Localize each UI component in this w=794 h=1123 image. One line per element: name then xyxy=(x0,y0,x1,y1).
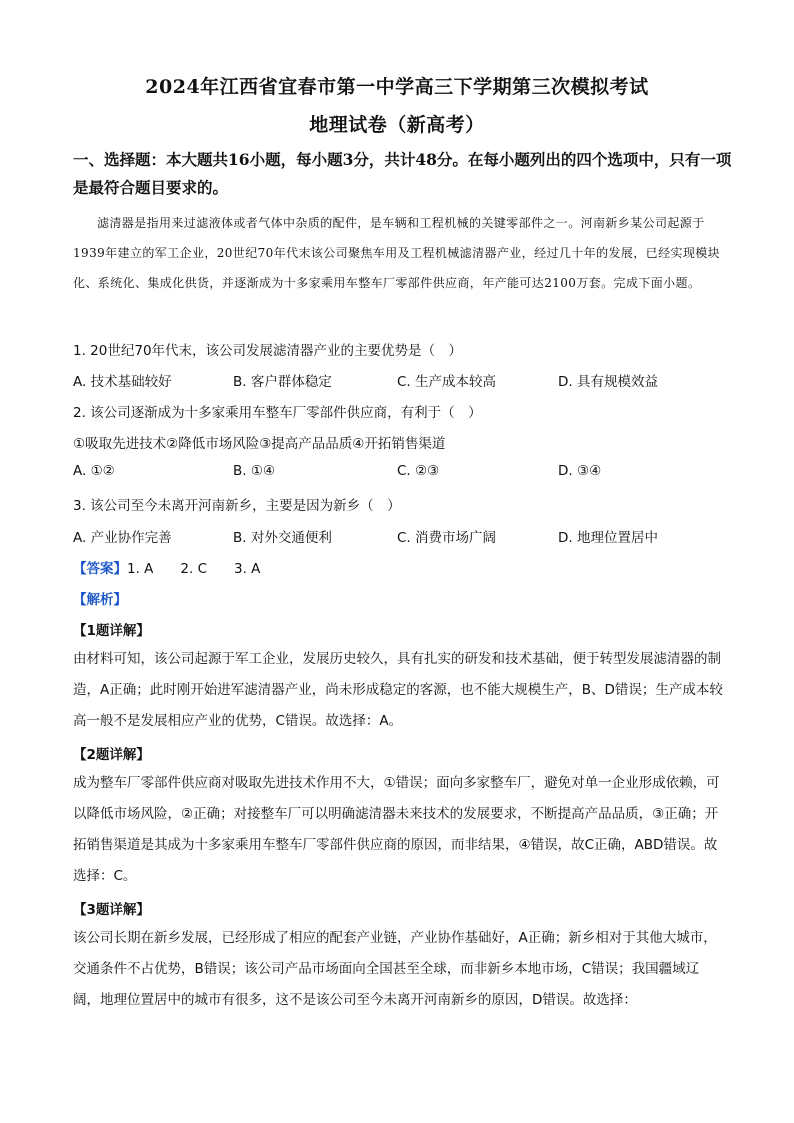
exam-subtitle: 地理试卷（新高考） xyxy=(309,114,485,136)
question-3-stem: 3. 该公司至今未离开河南新乡，主要是因为新乡（ ） xyxy=(73,498,401,514)
question-2-stem: 2. 该公司逐渐成为十多家乘用车整车厂零部件供应商，有利于（ ） xyxy=(73,405,482,421)
exam-title: 2024年江西省宜春市第一中学高三下学期第三次模拟考试 xyxy=(145,76,649,98)
detail-1-text: 由材料可知，该公司起源于军工企业，发展历史较久，具有扎实的研发和技术基础，便于转型发展滤清器的制造，A正确；此时刚开始进军滤清器产业，尚未形成稳定的客源，也不能大规模生产，B、D错误；生产成本较高一般不是发展相应产业的优势，C错误。故选择：A。 xyxy=(73,651,723,729)
question-2-option-b: B. ①④ xyxy=(233,463,276,479)
detail-1-heading: 【1题详解】 xyxy=(73,623,150,639)
reading-passage: 滤清器是指用来过滤液体或者气体中杂质的配件，是车辆和工程机械的关键零部件之一。河南新乡某公司起源于1939年建立的军工企业，20世纪70年代末该公司聚焦车用及工程机械滤清器产业，经过几十年的发展，已经实现模块化、系统化、集成化供货，并逐渐成为十多家乘用车整车厂零部件供应商，年产能可达2100万套。完成下面小题。 xyxy=(73,216,721,290)
answer-line xyxy=(73,557,733,577)
question-1-option-b: B. 客户群体稳定 xyxy=(233,374,332,390)
question-2-option-a: A. ①② xyxy=(73,463,115,479)
question-1-stem: 1. 20世纪70年代末，该公司发展滤清器产业的主要优势是（ ） xyxy=(73,343,463,359)
detail-3-heading: 【3题详解】 xyxy=(73,902,150,918)
question-1-option-d: D. 具有规模效益 xyxy=(558,374,658,390)
section-heading: 一、选择题：本大题共16小题，每小题3分，共计48分。在每小题列出的四个选项中，只有一项是最符合题目要求的。 xyxy=(73,150,732,197)
question-2-option-c: C. ②③ xyxy=(397,463,440,479)
detail-3-text: 该公司长期在新乡发展，已经形成了相应的配套产业链，产业协作基础好，A正确；新乡相对于其他大城市，交通条件不占优势，B错误；该公司产品市场面向全国甚至全球，而非新乡本地市场，C错误；我国疆域辽阔，地理位置居中的城市有很多，这不是该公司至今未离开河南新乡的原因，D错误。故选择： xyxy=(73,930,717,1008)
question-1-option-a: A. 技术基础较好 xyxy=(73,374,172,390)
question-3-option-d: D. 地理位置居中 xyxy=(558,530,658,546)
question-3-option-b: B. 对外交通便利 xyxy=(233,530,332,546)
question-1-option-c: C. 生产成本较高 xyxy=(397,374,497,390)
question-3-option-c: C. 消费市场广阔 xyxy=(397,530,497,546)
detail-2-text: 成为整车厂零部件供应商对吸取先进技术作用不大，①错误；面向多家整车厂，避免对单一企业形成依赖，可以降低市场风险，②正确；对接整车厂可以明确滤清器未来技术的发展要求，不断提高产品品质，③正确；开拓销售渠道是其成为十多家乘用车整车厂零部件供应商的原因，而非结果，④错误，故C正确，ABD错误。故选择：C。 xyxy=(73,775,720,884)
question-3-option-a: A. 产业协作完善 xyxy=(73,530,172,546)
answer-text: 1. A 2. C 3. A xyxy=(127,561,261,577)
answer-tag: 【答案】 xyxy=(73,561,127,577)
question-2-statements: ①吸取先进技术②降低市场风险③提高产品品质④开拓销售渠道 xyxy=(73,436,446,452)
analysis-line xyxy=(73,588,733,608)
question-2-option-d: D. ③④ xyxy=(558,463,602,479)
analysis-tag: 【解析】 xyxy=(73,592,127,608)
detail-2-heading: 【2题详解】 xyxy=(73,747,150,763)
